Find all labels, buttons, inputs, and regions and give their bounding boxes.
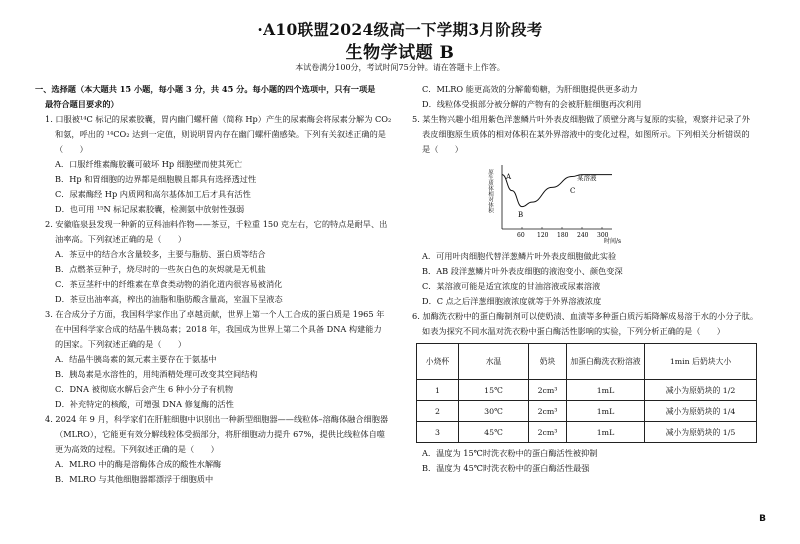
right-column <box>402 82 762 476</box>
text-line: 6. 加酶洗衣粉中的蛋白酶制剂可以使奶渍、血渍等多种蛋白质污垢降解成易溶于水的小分子肽。 <box>412 311 759 321</box>
text-line: C．DNA 被彻底水解后会产生 6 种小分子有机物 <box>55 384 234 394</box>
table-cell: 减小为原奶块的 1/2 <box>645 380 757 401</box>
text-line: A．可用叶肉细胞代替洋葱鳞片叶外表皮细胞做此实验 <box>422 251 617 261</box>
chart-svg <box>482 159 632 245</box>
text-line: B．MLRO 与其他细胞器都漂浮于细胞质中 <box>55 474 214 484</box>
table-header-cell: 奶块 <box>529 344 567 380</box>
text-line: B．Hp 和胃细胞的边界都是细胞膜且都具有选择透过性 <box>55 174 257 184</box>
x-tick-label: 300 <box>597 232 609 239</box>
text-line: C．茶豆茎秆中的纤维素在草食类动物的消化道内很容易被消化 <box>55 279 283 289</box>
text-line: A．茶豆中的结合水含量较多，主要与脂肪、蛋白质等结合 <box>55 249 266 259</box>
table-cell: 2cm³ <box>529 422 567 443</box>
text-line: （MLRO），它能更有效分解线粒体受损部分，将肝细胞动力提升 67%，提供比线粒体自噬 <box>55 429 385 439</box>
text-line: 5. 某生物兴趣小组用紫色洋葱鳞片叶外表皮细胞做了质壁分离与复原的实验，观察并记录了外 <box>412 114 750 124</box>
text-line: A．结晶牛胰岛素的氮元素主要存在于氨基中 <box>55 354 217 364</box>
table-row <box>417 380 757 401</box>
right-bottom-text <box>402 446 762 476</box>
text-line: C．尿素酶经 Hp 内质网和高尔基体加工后才具有活性 <box>55 189 251 199</box>
table-cell: 2cm³ <box>529 401 567 422</box>
table-cell: 45℃ <box>459 422 529 443</box>
series-label: 某溶液 <box>577 174 597 182</box>
point-label-c: C <box>570 187 576 195</box>
text-line: 是（ ） <box>422 144 463 154</box>
text-line: 和氨，呼出的 ¹⁴CO₂ 达到一定值，则说明胃内存在幽门螺杆菌感染。下列有关叙述正确的是 <box>55 129 386 139</box>
text-line: A．温度为 15℃时洗衣粉中的蛋白酶活性被抑制 <box>422 448 598 458</box>
point-label-b: B <box>518 211 524 219</box>
point-label-a: A <box>506 173 512 181</box>
experiment-table <box>416 343 757 443</box>
text-line: C．某溶液可能是适宜浓度的甘油溶液或尿素溶液 <box>422 281 601 291</box>
table-cell: 减小为原奶块的 1/5 <box>645 422 757 443</box>
table-header-cell: 小烧杯 <box>417 344 459 380</box>
y-axis-label: 原生质体相对体积 <box>487 169 493 213</box>
text-line: A．口服纤维素酶胶囊可破坏 Hp 细胞壁而使其死亡 <box>55 159 243 169</box>
text-line: 在中国科学家合成的结晶牛胰岛素；2018 年，我国成为世界上第二个具备 DNA 构建能力 <box>55 324 382 334</box>
text-line: B．温度为 45℃时洗衣粉中的蛋白酶活性最强 <box>422 463 590 473</box>
text-line: （ ） <box>55 144 88 154</box>
text-line: D．补充特定的核酸，可增强 DNA 修复酶的活性 <box>55 399 234 409</box>
text-line: D．也可用 ¹⁵N 标记尿素胶囊，检测氨中放射性强弱 <box>55 204 245 214</box>
table-cell: 减小为原奶块的 1/4 <box>645 401 757 422</box>
table-header-cell: 水温 <box>459 344 529 380</box>
x-tick-label: 60 <box>517 232 525 239</box>
left-column <box>35 82 392 487</box>
table-cell: 15℃ <box>459 380 529 401</box>
table-row <box>417 422 757 443</box>
table-cell: 2 <box>417 401 459 422</box>
text-line: 表皮细胞原生质体的相对体积在某外界溶液中的变化过程，如图所示。下列相关分析错误的 <box>422 129 750 139</box>
table-cell: 1mL <box>567 401 645 422</box>
text-line: 的国家。下列叙述正确的是（ ） <box>55 339 187 349</box>
text-line: 油率高。下列叙述正确的是（ ） <box>55 234 187 244</box>
table-header-row <box>417 344 757 380</box>
exam-title: ·A10联盟2024级高一下学期3月阶段考 <box>257 20 543 39</box>
exam-subtitle: 生物学试题 B <box>345 43 455 63</box>
text-line: C．MLRO 能更高效的分解葡萄糖，为肝细胞提供更多动力 <box>422 84 638 94</box>
table-cell: 30℃ <box>459 401 529 422</box>
table-header-cell: 加蛋白酶洗衣粉溶液 <box>567 344 645 380</box>
text-line: B．点燃茶豆种子，烧尽时的一些灰白色的灰烬就是无机盐 <box>55 264 266 274</box>
text-line: B．胰岛素是水溶性的，用纯酒精处理可改变其空间结构 <box>55 369 258 379</box>
text-line: 一、选择题（本大题共 15 小题，每小题 3 分，共 45 分。每小题的四个选项中，只有一项是 <box>35 84 376 94</box>
table-header-cell: 1min 后奶块大小 <box>645 344 757 380</box>
text-line: D．C 点之后洋葱细胞液浓度就等于外界溶液浓度 <box>422 296 602 306</box>
text-line: 更为高效的过程。下列叙述正确的是（ ） <box>55 444 219 454</box>
right-mid-text <box>402 249 762 339</box>
table-cell: 3 <box>417 422 459 443</box>
text-line: 3. 在合成分子方面，我国科学家作出了卓越贡献，世界上第一个人工合成的蛋白质是 1965 年 <box>45 309 385 319</box>
x-tick-label: 120 <box>537 232 549 239</box>
exam-note: 本试卷满分100分，考试时间75分钟。请在答题卡上作答。 <box>295 63 505 72</box>
table-cell: 1 <box>417 380 459 401</box>
text-line: B．AB 段洋葱鳞片叶外表皮细胞的液泡变小、颜色变深 <box>422 266 623 276</box>
text-line: D．茶豆出油率高，榨出的油脂和脂肪酸含量高，室温下呈液态 <box>55 294 283 304</box>
text-line: 4. 2024 年 9 月，科学家们在肝脏细胞中识别出一种新型细胞器——线粒体–溶酶体融合细胞器 <box>45 414 389 424</box>
text-line: 最符合题目要求的） <box>45 99 119 109</box>
right-top-text <box>402 82 762 157</box>
text-line: 如表为探究不同水温对洗衣粉中蛋白酶活性影响的实验，下列分析正确的是（ ） <box>422 326 725 336</box>
table-cell: 1mL <box>567 422 645 443</box>
table-cell: 1mL <box>567 380 645 401</box>
table-cell: 2cm³ <box>529 380 567 401</box>
page-mark: B <box>759 514 766 524</box>
volume-chart <box>402 159 762 245</box>
x-axis-label: 时间/s <box>604 238 622 245</box>
table-row <box>417 401 757 422</box>
x-tick-label: 180 <box>557 232 569 239</box>
text-line: A．MLRO 中的酶是溶酶体合成的酸性水解酶 <box>55 459 222 469</box>
x-tick-label: 240 <box>577 232 589 239</box>
text-line: 1. 口服被¹⁴C 标记的尿素胶囊，胃内幽门螺杆菌（简称 Hp）产生的尿素酶会将尿素分解为 CO₂ <box>45 114 392 124</box>
text-line: D．线粒体受损部分被分解的产物有的会被肝脏细胞再次利用 <box>422 99 642 109</box>
text-line: 2. 安徽临泉县发现一种新的豆科油料作物——茶豆，千粒重 150 克左右，它的特点是耐旱、出 <box>45 219 388 229</box>
